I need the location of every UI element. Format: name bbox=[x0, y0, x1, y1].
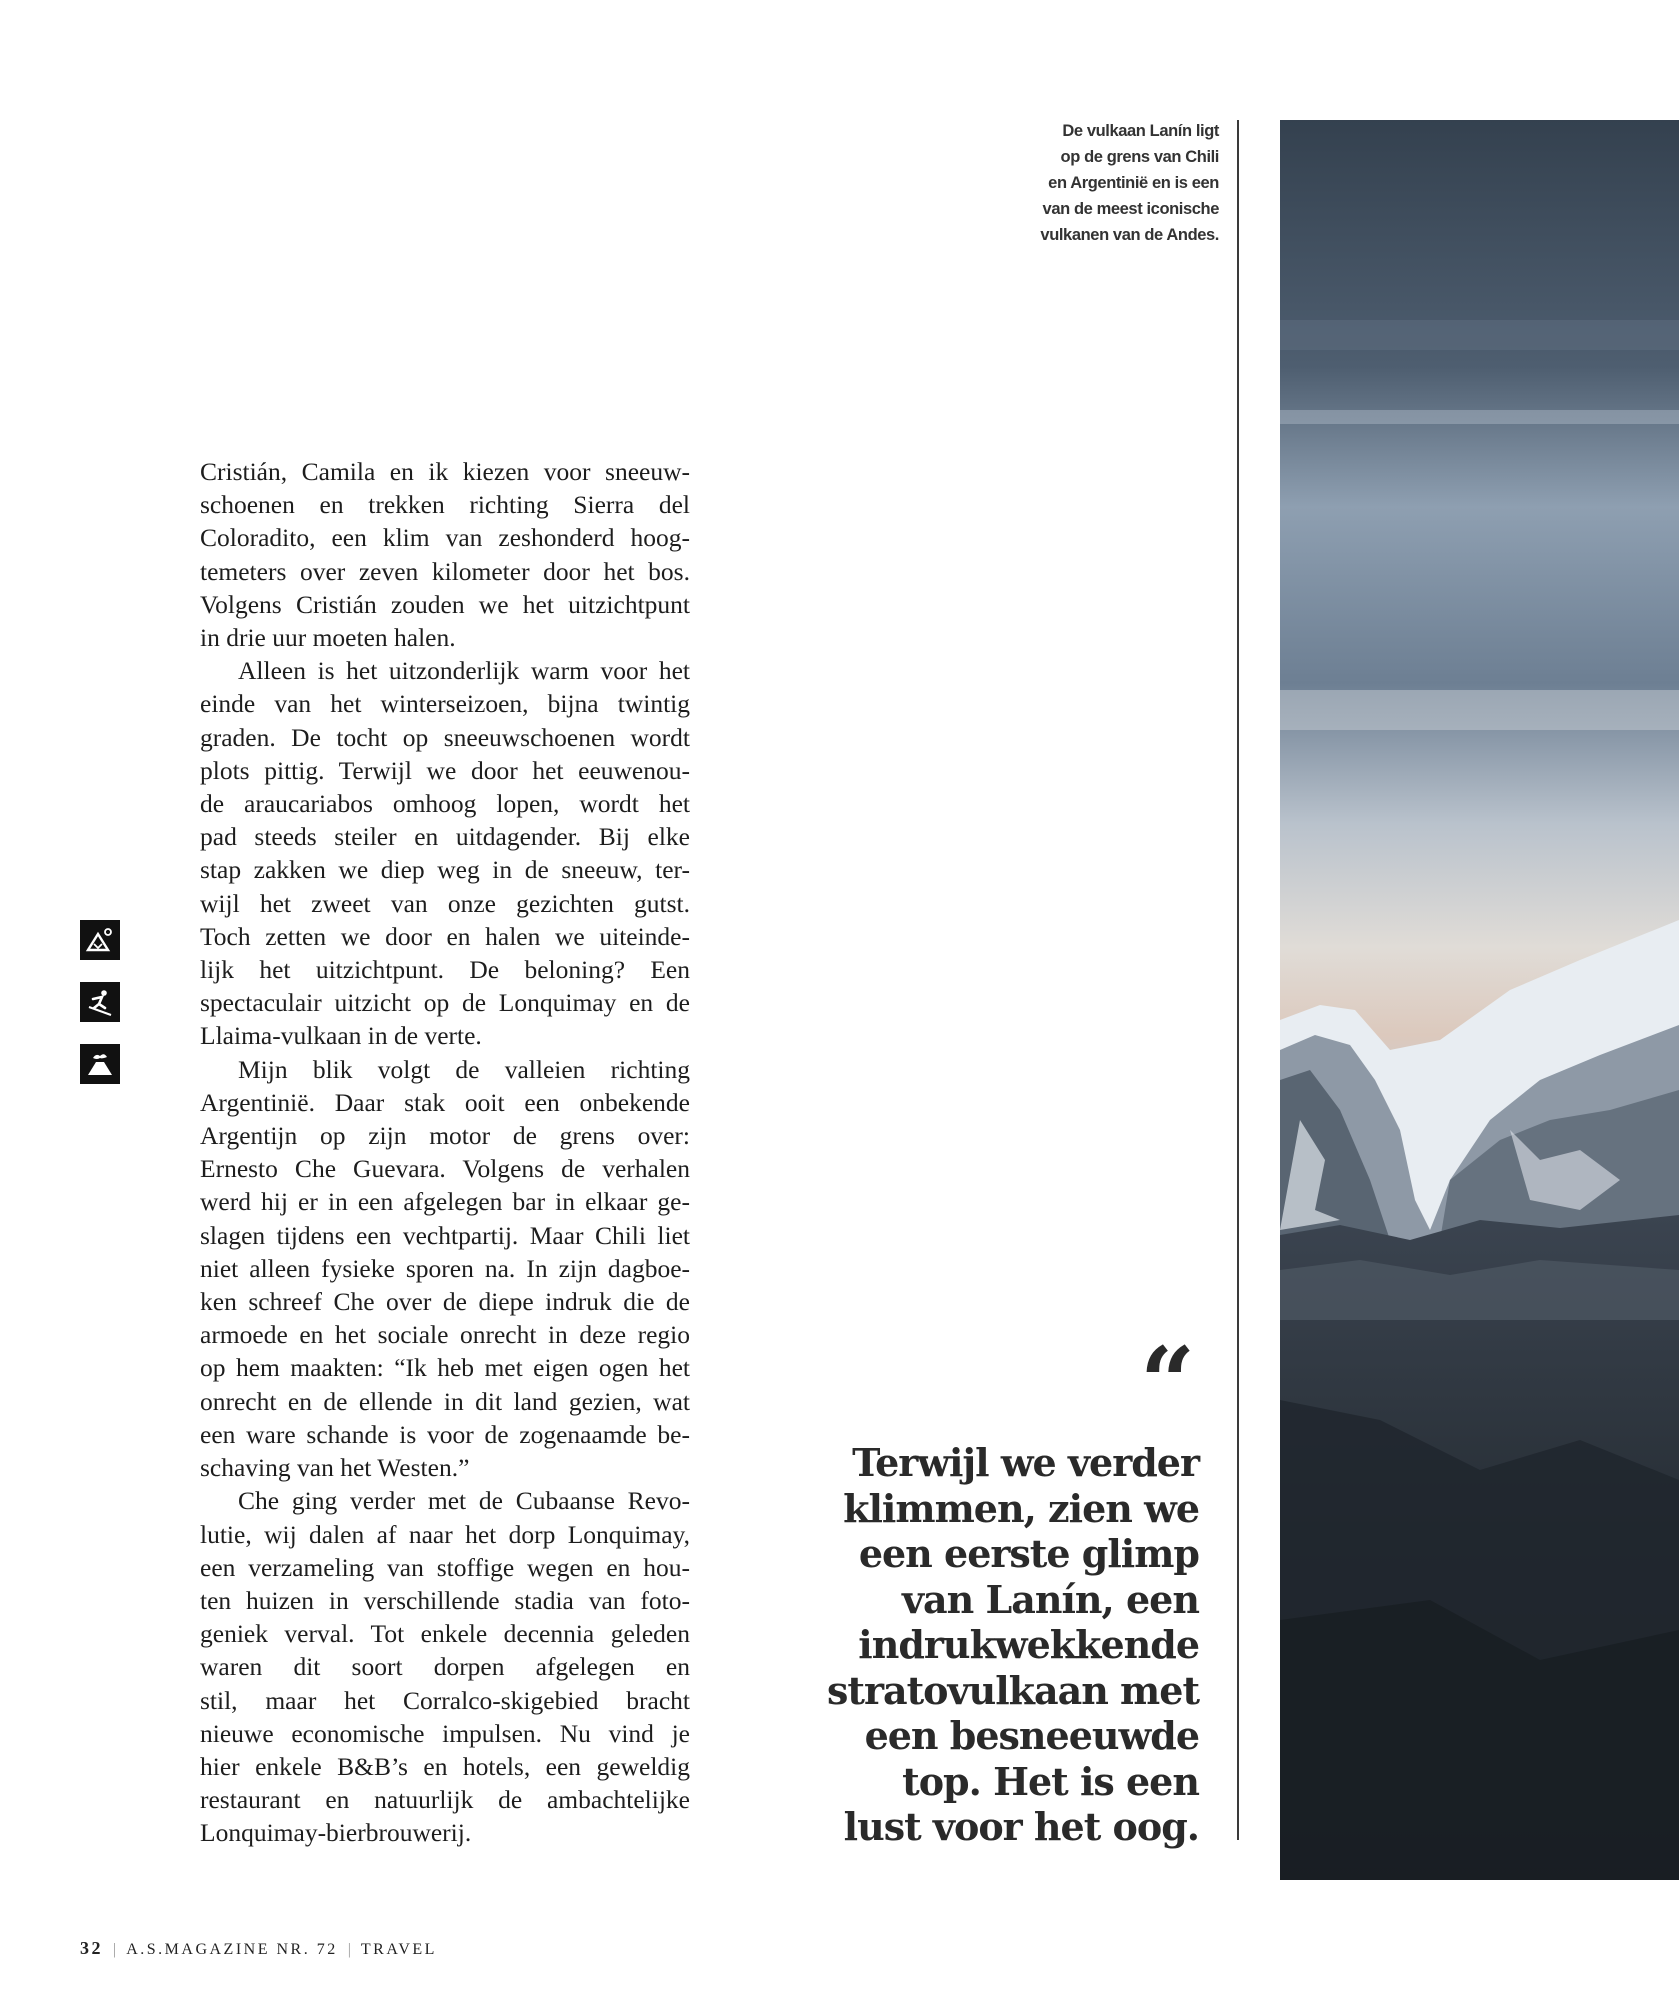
pull-quote bbox=[779, 1440, 1199, 1850]
text-line: een ware schande is voor de zogenaamde be- bbox=[200, 1419, 690, 1449]
pull-quote-line: klimmen, zien we bbox=[843, 1485, 1199, 1531]
text-line: graden. De tocht op sneeuwschoenen wordt bbox=[200, 722, 690, 752]
caption-line: op de grens van Chili bbox=[1060, 148, 1219, 166]
text-line: Argentinië. Daar stak ooit een onbekende bbox=[200, 1087, 690, 1117]
text-line: spectaculair uitzicht op de Lonquimay en de bbox=[200, 988, 690, 1018]
pull-quote-line: een besneeuwde bbox=[864, 1713, 1199, 1758]
caption-line: van de meest iconische bbox=[1042, 200, 1219, 218]
text-line: Cristián, Camila en ik kiezen voor sneeuw- bbox=[200, 457, 690, 486]
activity-icons bbox=[80, 920, 120, 1106]
text-line: een verzameling van stoffige wegen en hou- bbox=[200, 1552, 690, 1582]
text-line: ken schreef Che over de diepe indruk die de bbox=[200, 1287, 690, 1317]
text-line: slagen tijdens een vechtpartij. Maar Chili liet bbox=[200, 1220, 690, 1250]
text-line: stil, maar het Corralco-skigebied bracht bbox=[200, 1685, 690, 1715]
photo-caption bbox=[979, 118, 1219, 248]
text-line: hier enkele B&B’s en hotels, een geweldig bbox=[200, 1751, 690, 1781]
pull-quote-line: lust voor het oog. bbox=[843, 1804, 1199, 1849]
text-line: onrecht en de ellende in dit land gezien, wat bbox=[200, 1386, 690, 1416]
text-line: in drie uur moeten halen. bbox=[200, 623, 456, 653]
text-line: pad steeds steiler en uitdagender. Bij elke bbox=[200, 822, 690, 852]
text-line: Mijn blik volgt de valleien richting bbox=[238, 1054, 690, 1084]
text-line: Lonquimay-bierbrouwerij. bbox=[200, 1818, 472, 1848]
mountain-photo bbox=[1280, 120, 1679, 1880]
mountain-icon bbox=[80, 920, 120, 960]
caption-line: De vulkaan Lanín ligt bbox=[1062, 122, 1219, 140]
text-line: einde van het winterseizoen, bijna twintig bbox=[200, 689, 690, 719]
text-line: Che ging verder met de Cubaanse Revo- bbox=[238, 1486, 690, 1516]
pull-quote-line: indrukwekkende bbox=[858, 1622, 1199, 1667]
section-name: TRAVEL bbox=[360, 1941, 437, 1958]
pull-quote-line: top. Het is een bbox=[902, 1758, 1199, 1804]
pull-quote-line: Terwijl we verder bbox=[852, 1440, 1199, 1485]
text-line: niet alleen fysieke sporen na. In zijn dagboe- bbox=[200, 1253, 690, 1283]
text-line: de araucariabos omhoog lopen, wordt het bbox=[200, 789, 690, 819]
pull-quote-line: stratovulkaan met bbox=[827, 1667, 1199, 1713]
text-line: op hem maakten: “Ik heb met eigen ogen het bbox=[200, 1353, 690, 1383]
divider bbox=[1237, 120, 1239, 1840]
text-line: temeters over zeven kilometer door het bos. bbox=[200, 556, 690, 586]
caption-line: en Argentinië en is een bbox=[1048, 174, 1219, 192]
text-line: restaurant en natuurlijk de ambachtelijke bbox=[200, 1785, 690, 1815]
text-line: schaving van het Westen.” bbox=[200, 1453, 470, 1483]
magazine-name: A.S.MAGAZINE NR. 72 bbox=[126, 1941, 338, 1958]
text-line: ten huizen in verschillende stadia van foto- bbox=[200, 1585, 690, 1615]
text-line: Llaima-vulkaan in de verte. bbox=[200, 1021, 482, 1051]
text-line: nieuwe economische impulsen. Nu vind je bbox=[200, 1718, 690, 1748]
text-line: Volgens Cristián zouden we het uitzichtpunt bbox=[200, 589, 690, 619]
text-line: lijk het uitzichtpunt. De beloning? Een bbox=[200, 955, 690, 985]
text-line: werd hij er in een afgelegen bar in elkaar ge- bbox=[200, 1187, 690, 1217]
text-line: geniek verval. Tot enkele decennia geleden bbox=[200, 1619, 690, 1649]
pull-quote-line: van Lanín, een bbox=[901, 1576, 1199, 1622]
text-line: Coloradito, een klim van zeshonderd hoog- bbox=[200, 523, 690, 553]
text-line: Ernesto Che Guevara. Volgens de verhalen bbox=[200, 1154, 690, 1184]
text-line: Toch zetten we door en halen we uiteinde- bbox=[200, 921, 690, 951]
page-number: 32 bbox=[80, 1938, 103, 1958]
text-line: stap zakken we diep weg in de sneeuw, ter- bbox=[200, 855, 690, 885]
text-line: Alleen is het uitzonderlijk warm voor het bbox=[238, 656, 690, 686]
pull-quote-line: een eerste glimp bbox=[858, 1531, 1199, 1576]
text-line: lutie, wij dalen af naar het dorp Lonquimay, bbox=[200, 1519, 690, 1549]
landscape-illustration bbox=[1280, 120, 1679, 1880]
text-line: schoenen en trekken richting Sierra del bbox=[200, 490, 690, 520]
volcano-icon bbox=[80, 1044, 120, 1084]
page-footer bbox=[80, 1938, 437, 1959]
text-line: Argentijn op zijn motor de grens over: bbox=[200, 1121, 690, 1151]
text-line: wijl het zweet van onze gezichten gutst. bbox=[200, 888, 690, 918]
paragraph bbox=[200, 1484, 690, 1849]
text-line: armoede en het sociale onrecht in deze regio bbox=[200, 1320, 690, 1350]
paragraph bbox=[200, 1053, 690, 1485]
text-line: waren dit soort dorpen afgelegen en bbox=[200, 1652, 690, 1682]
caption-line: vulkanen van de Andes. bbox=[1040, 226, 1219, 244]
quote-mark: “ bbox=[1140, 1326, 1188, 1439]
paragraph bbox=[200, 455, 690, 654]
skier-icon bbox=[80, 982, 120, 1022]
paragraph bbox=[200, 654, 690, 1052]
footer-separator: | bbox=[113, 1941, 117, 1958]
text-line: plots pittig. Terwijl we door het eeuwenou- bbox=[200, 755, 690, 785]
footer-separator: | bbox=[347, 1941, 351, 1958]
article-body bbox=[200, 455, 690, 1850]
